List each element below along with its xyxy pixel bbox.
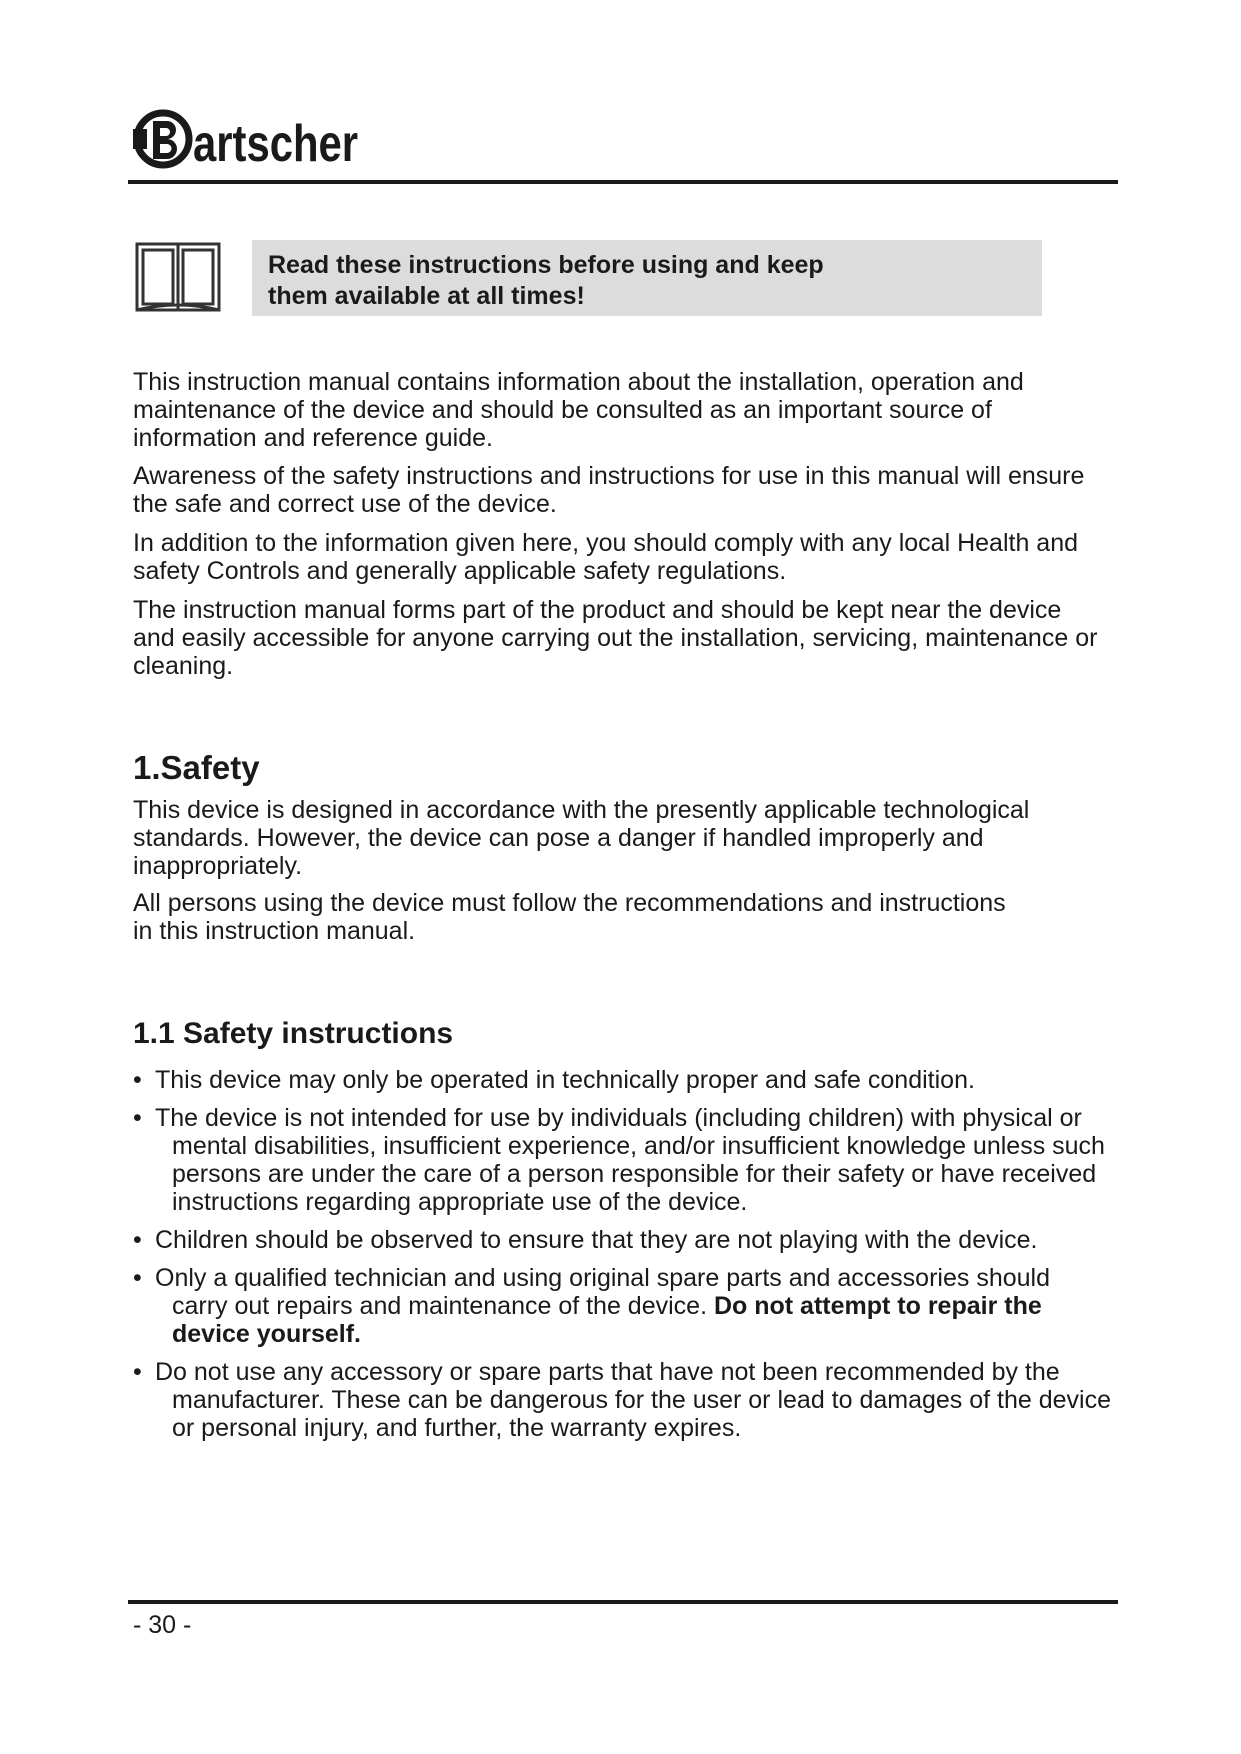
text-line: and easily accessible for anyone carrying out the installation, servicing, maintenance or	[133, 624, 1098, 652]
section-heading-safety: 1.Safety	[133, 749, 260, 786]
text-line: persons are under the care of a person responsible for their safety or have received	[172, 1160, 1097, 1188]
footer-rule	[128, 1600, 1118, 1604]
svg-text:artscher: artscher	[193, 115, 358, 173]
page-number: - 30 -	[133, 1611, 192, 1639]
safety-instructions-list	[133, 1066, 1123, 1452]
safety-paragraph-1	[133, 796, 1118, 880]
text-line: safety Controls and generally applicable safety regulations.	[133, 557, 787, 585]
text-line	[155, 1320, 1123, 1348]
warning-text: Do not attempt to repair the	[713, 1292, 1042, 1320]
notice-line: them available at all times!	[268, 282, 585, 310]
open-book-icon	[134, 240, 222, 316]
text-line: the safe and correct use of the device.	[133, 490, 557, 518]
text-line: This device is designed in accordance with the presently applicable technological	[133, 796, 1030, 824]
text-line: Do not use any accessory or spare parts that have not been recommended by the	[155, 1358, 1060, 1386]
bullet-marker: •	[133, 1066, 142, 1094]
list-item	[133, 1358, 1123, 1442]
text-line: This instruction manual contains information about the installation, operation and	[133, 368, 1024, 396]
intro-paragraph-1	[133, 368, 1118, 452]
safety-paragraph-2	[133, 889, 1118, 945]
list-item	[133, 1264, 1123, 1348]
text-line: The device is not intended for use by individuals (including children) with physical or	[155, 1104, 1082, 1132]
text-line: in this instruction manual.	[133, 917, 416, 945]
intro-paragraph-4	[133, 596, 1118, 680]
text-line: Awareness of the safety instructions and instructions for use in this manual will ensure	[133, 462, 1085, 490]
list-item	[133, 1104, 1123, 1216]
list-item	[133, 1226, 1123, 1254]
bullet-marker: •	[133, 1264, 142, 1292]
text-line: or personal injury, and further, the warranty expires.	[172, 1414, 742, 1442]
text-line: instructions regarding appropriate use of the device.	[172, 1188, 748, 1216]
brand-logo	[133, 100, 363, 178]
text-line	[155, 1292, 1123, 1320]
text-line: Children should be observed to ensure that they are not playing with the device.	[155, 1226, 1038, 1254]
text-line: mental disabilities, insufficient experience, and/or insufficient knowledge unless such	[172, 1132, 1105, 1160]
text-line: Only a qualified technician and using original spare parts and accessories should	[155, 1264, 1050, 1292]
bullet-marker: •	[133, 1358, 142, 1386]
text-line: All persons using the device must follow the recommendations and instructions	[133, 889, 1006, 917]
text-line: information and reference guide.	[133, 424, 493, 452]
read-instructions-notice	[252, 240, 1042, 316]
text-line: This device may only be operated in technically proper and safe condition.	[155, 1066, 975, 1094]
bullet-marker: •	[133, 1226, 142, 1254]
header-rule	[128, 180, 1118, 184]
bullet-marker: •	[133, 1104, 142, 1132]
intro-paragraph-2	[133, 462, 1118, 518]
bartscher-logo-icon	[133, 101, 363, 177]
intro-paragraph-3	[133, 529, 1118, 585]
text-line: maintenance of the device and should be consulted as an important source of	[133, 396, 992, 424]
text-line: cleaning.	[133, 652, 234, 680]
text-line: manufacturer. These can be dangerous for the user or lead to damages of the device	[172, 1386, 1112, 1414]
text-line: inappropriately.	[133, 852, 303, 880]
list-item	[133, 1066, 1123, 1094]
warning-text: device yourself.	[172, 1320, 361, 1348]
text-run: carry out repairs and maintenance of the device.	[172, 1292, 714, 1320]
text-line: The instruction manual forms part of the product and should be kept near the device	[133, 596, 1062, 624]
text-line: standards. However, the device can pose a danger if handled improperly and	[133, 824, 984, 852]
text-line: In addition to the information given here, you should comply with any local Health and	[133, 529, 1079, 557]
section-heading-safety-instructions: 1.1 Safety instructions	[133, 1017, 454, 1050]
notice-line: Read these instructions before using and keep	[268, 251, 824, 279]
